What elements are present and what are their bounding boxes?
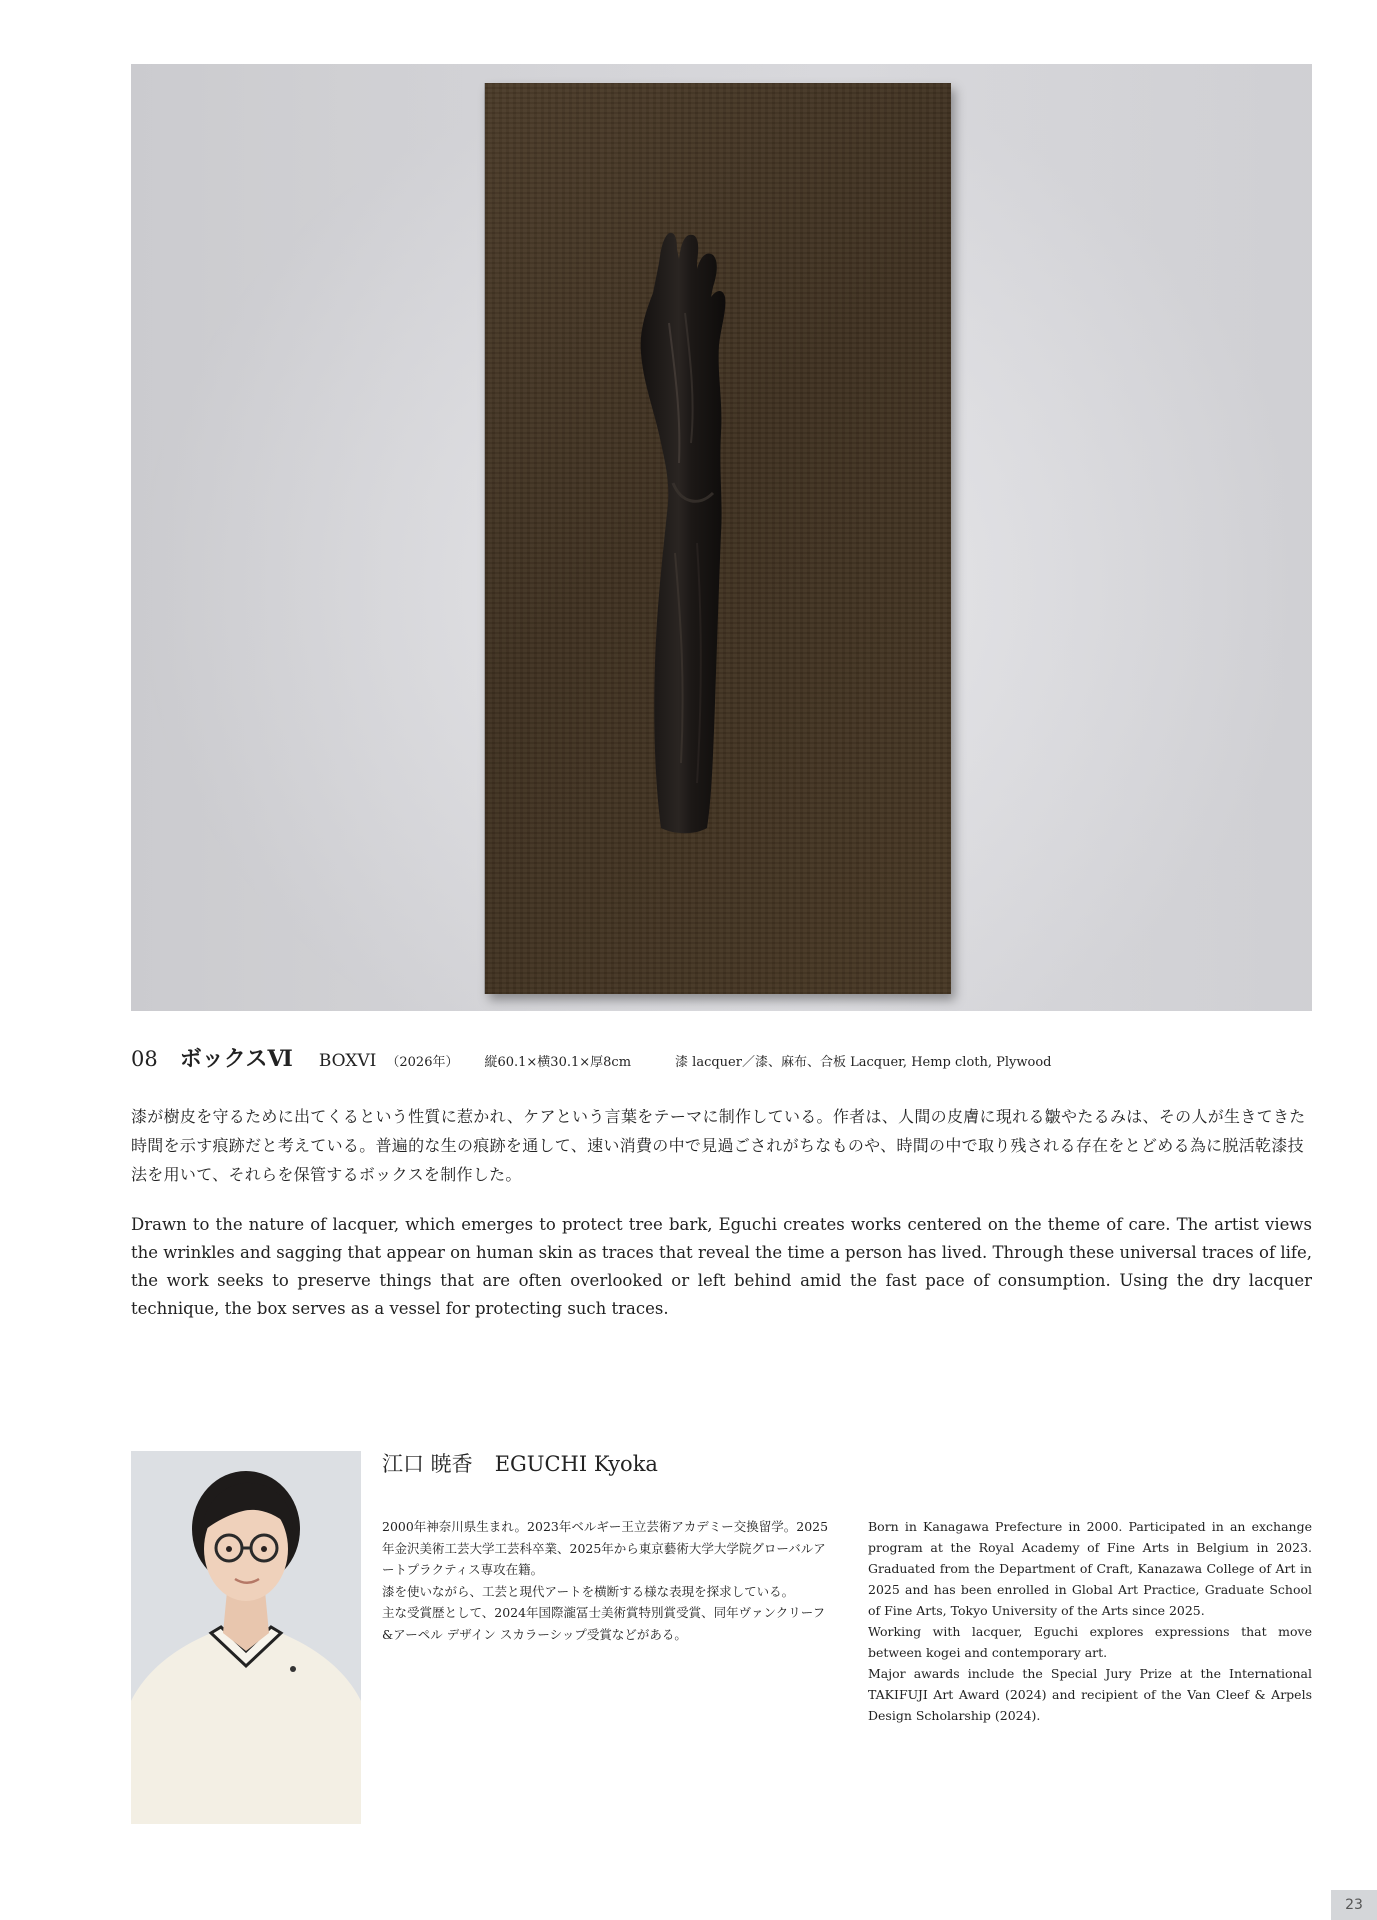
lacquer-arm-sculpture bbox=[485, 83, 951, 994]
artwork-title-ja: ボックスⅥ bbox=[179, 1046, 293, 1072]
artwork-number: 08 bbox=[131, 1047, 158, 1071]
artist-bio-en bbox=[868, 1516, 1312, 1726]
artwork-caption bbox=[131, 1042, 1312, 1078]
artwork-title-en: BOXVI bbox=[318, 1051, 377, 1071]
artwork-photo bbox=[131, 64, 1312, 1011]
lacquer-panel bbox=[485, 83, 951, 994]
artist-name bbox=[382, 1448, 658, 1478]
bio-en-paragraph: Born in Kanagawa Prefecture in 2000. Participated in an exchange program at the Royal Academy of Fine Arts in Belgium in 2023. Graduated from the Department of Craft, Kanazawa College of Art in 2025 and has been enrolled in Global Art Practice, Graduate School of Fine Arts, Tokyo University of the Arts since 2025. bbox=[868, 1519, 1312, 1618]
description-en: Drawn to the nature of lacquer, which emerges to protect tree bark, Eguchi creates works centered on the theme of care. The artist views the wrinkles and sagging that appear on human skin as traces that reveal the time a person has lived. Through these universal traces of life, the work seeks to preserve things that are often overlooked or left behind amid the fast pace of consumption. Using the dry lacquer technique, the box serves as a vessel for protecting such traces. bbox=[131, 1215, 1312, 1318]
portrait-illustration bbox=[131, 1451, 361, 1824]
artist-name-en: EGUCHI Kyoka bbox=[494, 1452, 658, 1476]
description-ja: 漆が樹皮を守るために出てくるという性質に惹かれ、ケアという言葉をテーマに制作している。作者は、人間の皮膚に現れる皺やたるみは、その人が生きてきた時間を示す痕跡だと考えている。普遍的な生の痕跡を通して、速い消費の中で見過ごされがちなものや、時間の中で取り残される存在をとどめる為に脱活乾漆技法を用いて、それらを保管するボックスを制作した。 bbox=[131, 1107, 1306, 1184]
artist-bio-ja bbox=[382, 1516, 830, 1645]
bio-en-paragraph: Major awards include the Special Jury Prize at the International TAKIFUJI Art Award (2024) and recipient of the Van Cleef & Arpels Design Scholarship (2024). bbox=[868, 1666, 1312, 1723]
artwork-dimensions: 縦60.1×横30.1×厚8cm bbox=[484, 1055, 632, 1070]
artwork-year: （2026年） bbox=[386, 1055, 459, 1070]
bio-ja-paragraph: 主な受賞歴として、2024年国際瀧冨士美術賞特別賞受賞、同年ヴァンクリーフ&アーペル デザイン スカラーシップ受賞などがある。 bbox=[382, 1605, 826, 1642]
artist-name-ja: 江口 暁香 bbox=[382, 1452, 473, 1476]
bio-en-paragraph: Working with lacquer, Eguchi explores expressions that move between kogei and contemporary art. bbox=[868, 1624, 1312, 1660]
bio-ja-paragraph: 漆を使いながら、工芸と現代アートを横断する様な表現を探求している。 bbox=[382, 1583, 795, 1599]
page-number: 23 bbox=[1331, 1890, 1377, 1920]
artwork-materials: 漆 lacquer／漆、麻布、合板 Lacquer, Hemp cloth, Plywood bbox=[675, 1055, 1052, 1070]
artist-portrait bbox=[131, 1451, 361, 1824]
bio-ja-paragraph: 2000年神奈川県生まれ。2023年ベルギー王立芸術アカデミー交換留学。2025年金沢美術工芸大学工芸科卒業、2025年から東京藝術大学大学院グローバルアートプラクティス専攻在籍。 bbox=[382, 1519, 829, 1577]
